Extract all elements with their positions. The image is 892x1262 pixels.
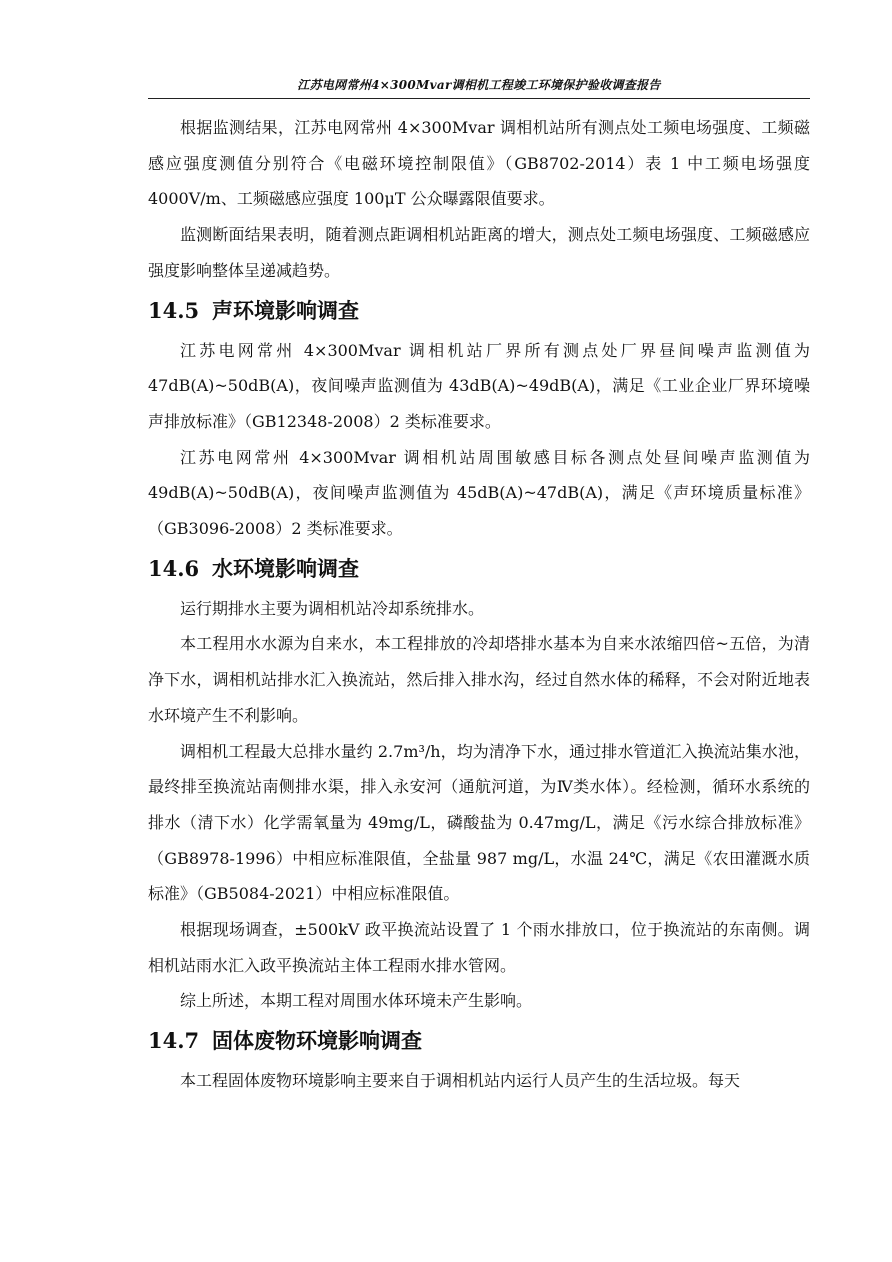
paragraph-discharge-quality: 调相机工程最大总排水量约 2.7m³/h，均为清净下水，通过排水管道汇入换流站集水池，最终排至换流站南侧排水渠，排入永安河（通航河道，为Ⅳ类水体）。经检测，循环水系统的排水（清下水）化学需氧量为 49mg/L，磷酸盐为 0.47mg/L，满足《污水综合排放标准》（GB8978-1996）中相应标准限值，全盐量 987 mg/L，水温 24℃，满足《农田灌溉水质标准》（GB5084-2021）中相应标准限值。 bbox=[148, 741, 810, 904]
paragraph-rainwater-outlet: 根据现场调查，±500kV 政平换流站设置了 1 个雨水排放口，位于换流站的东南侧。调相机站雨水汇入政平换流站主体工程雨水排水管网。 bbox=[148, 920, 810, 975]
header-rule bbox=[148, 98, 810, 99]
body-content bbox=[148, 110, 810, 1099]
section-title: 水环境影响调查 bbox=[212, 555, 359, 581]
section-heading-14-5 bbox=[148, 299, 810, 323]
section-number: 14.5 bbox=[148, 297, 200, 323]
paragraph-drainage-source: 运行期排水主要为调相机站冷却系统排水。 bbox=[180, 598, 485, 618]
paragraph-water-supply: 本工程用水水源为自来水，本工程排放的冷却塔排水基本为自来水浓缩四倍~五倍，为清净下水，调相机站排水汇入换流站，然后排入排水沟，经过自然水体的稀释，不会对附近地表水环境产生不利影响。 bbox=[148, 634, 810, 725]
paragraph-sensitive-noise: 江苏电网常州 4×300Mvar 调相机站周围敏感目标各测点处昼间噪声监测值为 49dB(A)~50dB(A)，夜间噪声监测值为 45dB(A)~47dB(A)，满足《声环境质量标准》（GB3096-2008）2 类标准要求。 bbox=[148, 447, 810, 539]
running-header: 江苏电网常州4×300Mvar调相机工程竣工环境保护验收调查报告 bbox=[297, 78, 661, 92]
section-title: 固体废物环境影响调查 bbox=[212, 1028, 422, 1054]
paragraph-water-summary: 综上所述，本期工程对周围水体环境未产生影响。 bbox=[180, 991, 533, 1011]
section-heading-14-7 bbox=[148, 1029, 810, 1053]
paragraph-section-trend: 监测断面结果表明，随着测点距调相机站距离的增大，测点处工频电场强度、工频磁感应强度影响整体呈递减趋势。 bbox=[148, 225, 810, 280]
section-heading-14-6 bbox=[148, 557, 810, 581]
paragraph-monitoring-result: 根据监测结果，江苏电网常州 4×300Mvar 调相机站所有测点处工频电场强度、工频磁感应强度测值分别符合《电磁环境控制限值》（GB8702-2014）表 1 中工频电场强度 4000V/m、工频磁感应强度 100μT 公众曝露限值要求。 bbox=[148, 118, 810, 209]
section-number: 14.6 bbox=[148, 555, 200, 581]
section-number: 14.7 bbox=[148, 1028, 200, 1054]
paragraph-boundary-noise: 江苏电网常州 4×300Mvar 调相机站厂界所有测点处厂界昼间噪声监测值为 47dB(A)~50dB(A)，夜间噪声监测值为 43dB(A)~49dB(A)，满足《工业企业厂界环境噪声排放标准》（GB12348-2008）2 类标准要求。 bbox=[148, 340, 810, 431]
section-title: 声环境影响调查 bbox=[212, 297, 359, 323]
paragraph-solid-waste: 本工程固体废物环境影响主要来自于调相机站内运行人员产生的生活垃圾。每天 bbox=[180, 1071, 741, 1091]
